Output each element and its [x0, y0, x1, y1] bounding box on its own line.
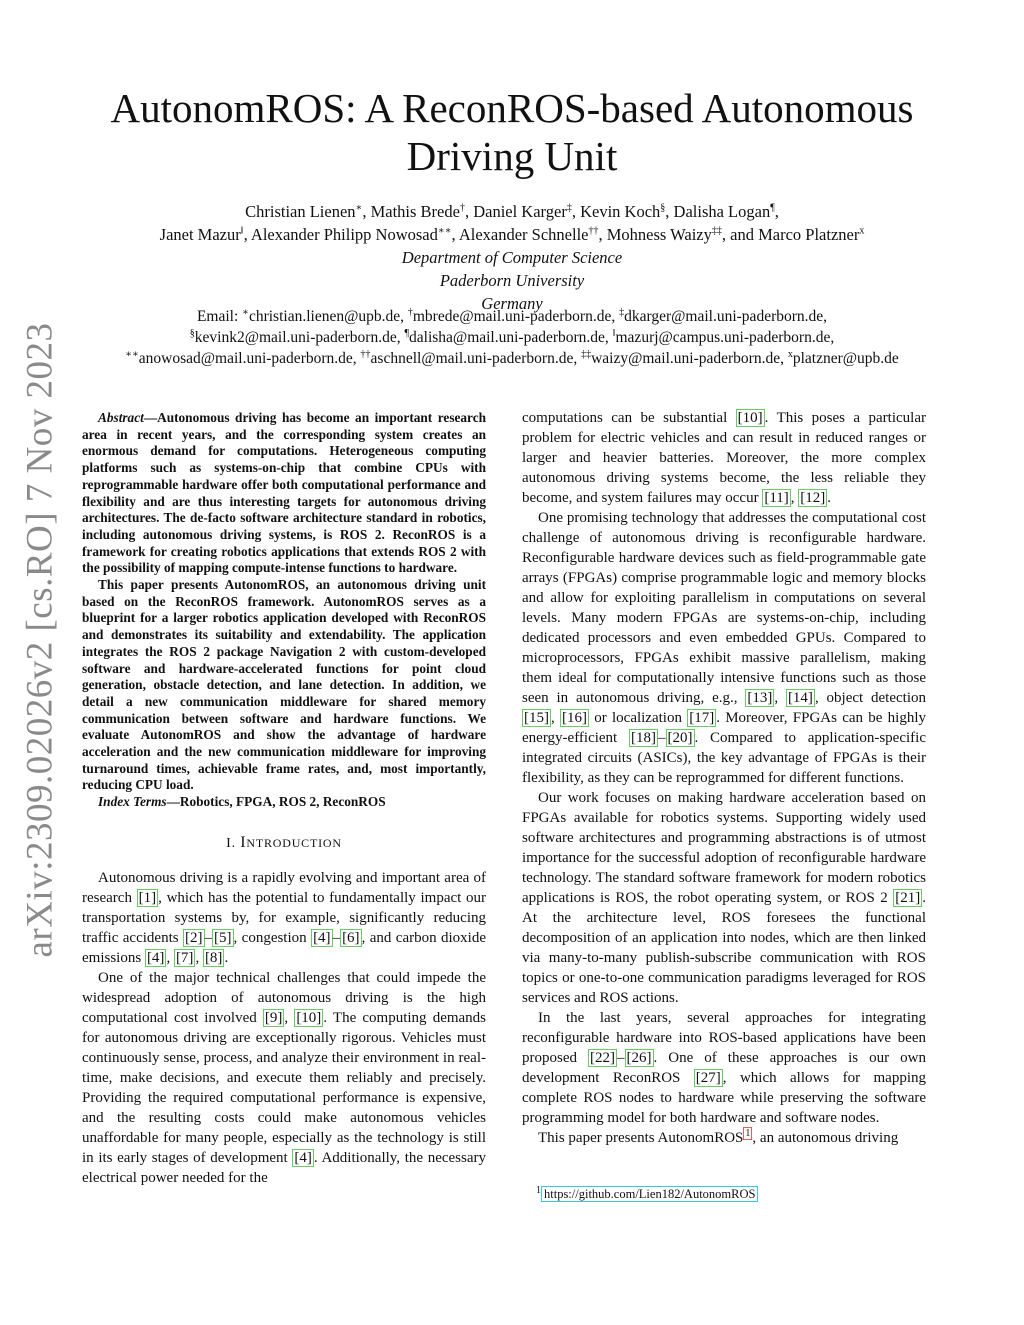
- body-paragraph: This paper presents AutonomROS $^1$ , an autonomous driving: [538, 1128, 899, 1146]
- author-name: Daniel Karger: [473, 202, 567, 221]
- body-paragraph: Our work focuses on making hardware acceleration based on FPGAs available for robotics systems. Supporting widely used software architectures and programming abstractions is of utmost importance for the successful adoption of reconfigurable hardware technology. The standard software framework for modern robotics applications is ROS, the robot operating system, or ROS 2 [21] . At the architecture level, ROS foresees the functional decomposition of an application into nodes, which are then linked via many-to-many publish-subscribe communication with ROS topics or one-to-one communication paradigms leveraged for ROS services and ROS actions.: [522, 790, 926, 1006]
- citation-link[interactable]: [8]: [204, 949, 223, 966]
- author-and: and: [730, 225, 754, 244]
- arxiv-sidebar: [0, 0, 60, 1325]
- citation-link[interactable]: [20]: [667, 730, 693, 746]
- email-line-1: [50, 306, 974, 327]
- email-label: Email:: [196, 308, 243, 325]
- author-name: Alexander Schnelle: [458, 225, 589, 244]
- author-mark: ‡: [566, 202, 572, 214]
- email-mark: ‡: [619, 306, 625, 318]
- footnote: [536, 1186, 758, 1202]
- citation-link[interactable]: [4]: [294, 1149, 312, 1166]
- citation-link[interactable]: [10]: [296, 1009, 322, 1026]
- citation-link[interactable]: [7]: [175, 949, 194, 966]
- author-mark: †: [459, 202, 465, 214]
- affiliation-department: Department of Computer Science: [401, 248, 623, 267]
- email-line-3: [50, 348, 974, 369]
- email-mark: ‖: [612, 327, 616, 339]
- email-address[interactable]: aschnell@mail.uni-paderborn.de,: [370, 350, 578, 367]
- author-name: Kevin Koch: [580, 202, 661, 221]
- left-column: [82, 410, 486, 1188]
- email-mark: ‡‡: [581, 348, 592, 360]
- citation-link[interactable]: [11]: [764, 490, 789, 506]
- intro-paragraph-1: Autonomous driving is a rapidly evolving and important area of research [1] , which has the potential to fundamentally impact our transportation systems by, for example, significantly reducing traffic accidents [2] – [5] , congestion [4] – [6] , and carbon dioxide emissions [4] , [7] , [8] .: [82, 869, 486, 966]
- footnote-url-link[interactable]: https://github.com/Lien182/AutonomROS: [541, 1186, 758, 1202]
- author-name: Christian Lienen: [245, 202, 356, 221]
- author-line-2: Janet Mazur‖, Alexander Philipp Nowosad∗∗, Alexander Schnelle††, Mohness Waizy‡‡, and Marco Platzner$^x$: [159, 225, 865, 244]
- author-name: Mohness Waizy: [606, 225, 712, 244]
- email-mark: ∗∗: [125, 348, 139, 360]
- citation-link[interactable]: [10]: [737, 410, 763, 426]
- section-title-initial: I: [240, 833, 247, 851]
- email-mark: ∗: [242, 306, 249, 318]
- body-paragraph: In the last years, several approaches for integrating reconfigurable hardware into ROS-based applications have been proposed [22] – [26] . One of these approaches is our own development ReconROS [27] , which allows for mapping complete ROS nodes to hardware while preserving the software programming model for both hardware and software nodes.: [522, 1010, 926, 1126]
- author-name: Dalisha Logan: [673, 202, 771, 221]
- footnote-link[interactable]: 1: [745, 1128, 751, 1139]
- citation-link[interactable]: [4]: [146, 949, 165, 966]
- citation-link[interactable]: [14]: [787, 690, 813, 706]
- email-address[interactable]: mazurj@campus.uni-paderborn.de,: [615, 329, 835, 346]
- author-name: Mathis Brede: [370, 202, 460, 221]
- affiliation-university: Paderborn University: [439, 271, 585, 290]
- author-mark: ∗: [355, 202, 363, 214]
- index-terms-label: Index Terms: [98, 794, 167, 810]
- email-address[interactable]: anowosad@mail.uni-paderborn.de,: [138, 350, 357, 367]
- citation-link[interactable]: [1]: [138, 889, 157, 906]
- email-address[interactable]: dkarger@mail.uni-paderborn.de,: [624, 308, 828, 325]
- author-mark: ‡‡: [711, 225, 722, 237]
- author-mark: ‖: [240, 225, 244, 237]
- author-name: Janet Mazur: [159, 225, 241, 244]
- citation-link[interactable]: [18]: [631, 730, 656, 746]
- footnote-mark: 1: [536, 1184, 541, 1196]
- section-number: I.: [226, 835, 236, 851]
- author-mark: §: [660, 202, 666, 214]
- email-address[interactable]: dalisha@mail.uni-paderborn.de,: [409, 329, 609, 346]
- email-address[interactable]: waizy@mail.uni-paderborn.de,: [591, 350, 784, 367]
- intro-paragraph-2: One of the major technical challenges that could impede the widespread adoption of autonomous driving is the high computational cost involved [9] , [10] . The computing demands for autonomous driving are exceptionally rigorous. Vehicles must continuously sense, process, and analyze their environment in real-time, make decisions, and execute them reliably and precisely. Providing the required computational performance is expensive, and the resulting costs could make autonomous vehicles unaffordable for many people, especially as the technology is still in its early stages of development [4] . Additionally, the necessary electrical power needed for the: [82, 969, 487, 1186]
- citation-link[interactable]: [17]: [689, 710, 715, 726]
- email-address[interactable]: mbrede@mail.uni-paderborn.de,: [412, 308, 616, 325]
- citation-link[interactable]: [22]: [590, 1050, 616, 1066]
- paper-title: AutonomROS: A ReconROS-based Autonomous Driving Unit: [110, 85, 914, 179]
- citation-link[interactable]: [15]: [524, 710, 549, 726]
- email-mark: §: [189, 327, 195, 339]
- author-block: [70, 200, 954, 315]
- email-address[interactable]: christian.lienen@upb.de,: [248, 308, 404, 325]
- abstract-paragraph-1: [82, 410, 486, 577]
- index-terms-text: —Robotics, FPGA, ROS 2, ReconROS: [166, 794, 386, 810]
- author-name: Alexander Philipp Nowosad: [250, 225, 438, 244]
- author-name: Marco Platzner: [758, 225, 860, 244]
- citation-link[interactable]: [12]: [800, 490, 826, 506]
- email-address[interactable]: kevink2@mail.uni-paderborn.de,: [194, 329, 401, 346]
- index-terms: [82, 794, 486, 811]
- section-title-rest: NTRODUCTION: [246, 835, 342, 850]
- email-address[interactable]: platzner@upb.de: [792, 350, 899, 367]
- citation-link[interactable]: [2]: [185, 929, 203, 946]
- author-mark: ∗∗: [437, 225, 452, 237]
- citation-link[interactable]: [13]: [747, 690, 773, 706]
- citation-link[interactable]: [21]: [895, 890, 921, 906]
- citation-link[interactable]: [4]: [313, 929, 331, 946]
- author-line-1: Christian Lienen∗, Mathis Brede†, Daniel Karger‡, Kevin Koch§, Dalisha Logan¶,: [245, 202, 779, 221]
- email-mark: †: [407, 306, 413, 318]
- citation-link[interactable]: [5]: [214, 929, 232, 946]
- author-mark: ††: [588, 225, 599, 237]
- abstract-label: Abstract: [98, 410, 144, 425]
- email-mark: ††: [360, 348, 371, 360]
- email-block: [50, 306, 974, 369]
- right-column: [522, 408, 926, 1148]
- email-mark: ¶: [404, 327, 410, 339]
- abstract-paragraph-2: This paper presents AutonomROS, an autonomous driving unit based on the ReconROS framework. AutonomROS serves as a blueprint for a larger robotics application developed with ReconROS and demonstrates its suitability and extendability. The application integrates the ROS 2 package Navigation 2 with custom-developed software and hardware-accelerated functions for point cloud generation, obstacle detection, and lane detection. In addition, we detail a new communication middleware for shared memory communication between software and hardware functions. We evaluate AutonomROS and show the advantage of hardware acceleration and the new communication middleware for improving turnaround times, achievable frame rates, and, most importantly, reducing CPU load.: [82, 577, 486, 793]
- section-heading-introduction: [82, 833, 486, 854]
- body-paragraph: One promising technology that addresses the computational cost challenge of autonomous driving is reconfigurable hardware. Reconfigurable hardware devices such as field-programmable gate arrays (FPGAs) comprise programmable logic and memory blocks and allow for exploiting parallelism in computations on several levels. Many modern FPGAs are systems-on-chip, including dedicated processors and even embedded GPUs. Compared to microprocessors, FPGAs exhibit massive parallelism, making them ideal for computationally intensive functions such as those seen in autonomous driving, e.g., [13] , [14] , object detection [15] , [16] or localization [17] . Moreover, FPGAs can be highly energy-efficient [18] – [20] . Compared to application-specific integrated circuits (ASICs), the key advantage of FPGAs is their flexibility, as they can be reprogrammed for different functions.: [522, 510, 926, 786]
- citation-link[interactable]: [6]: [342, 929, 360, 946]
- email-line-2: [50, 327, 974, 348]
- author-mark: x: [859, 225, 865, 237]
- citation-link[interactable]: [16]: [562, 710, 587, 726]
- abstract-text: —Autonomous driving has become an important research area in recent years, and the corresponding system creates an enormous demand for computations. Heterogeneous computing platforms such as systems-on-chip that combine CPUs with reprogrammable hardware offer both computational performance and flexibility and are thus interesting targets for autonomous driving architectures. The de-facto software architecture standard in robotics, including autonomous driving systems, is ROS 2. ReconROS is a framework for creating robotics applications that extends ROS 2 with the possibility of mapping compute-intense functions to hardware.: [82, 410, 486, 576]
- citation-link[interactable]: [26]: [626, 1050, 652, 1066]
- citation-link[interactable]: [27]: [695, 1070, 721, 1086]
- affiliation-country: Germany: [481, 294, 543, 313]
- citation-link[interactable]: [9]: [264, 1009, 283, 1026]
- author-mark: ¶: [770, 202, 775, 214]
- email-mark: x: [787, 348, 793, 360]
- body-paragraph: computations can be substantial [10] . This poses a particular problem for electric vehicles and can result in reduced ranges or larger and heavier batteries. Moreover, the more complex autonomous driving systems become, the less reliable they become, and system failures may occur [11] , [12] .: [522, 410, 926, 506]
- abstract: [82, 410, 486, 811]
- arxiv-stamp: arXiv:2309.02026v2 [cs.RO] 7 Nov 2023: [19, 322, 61, 958]
